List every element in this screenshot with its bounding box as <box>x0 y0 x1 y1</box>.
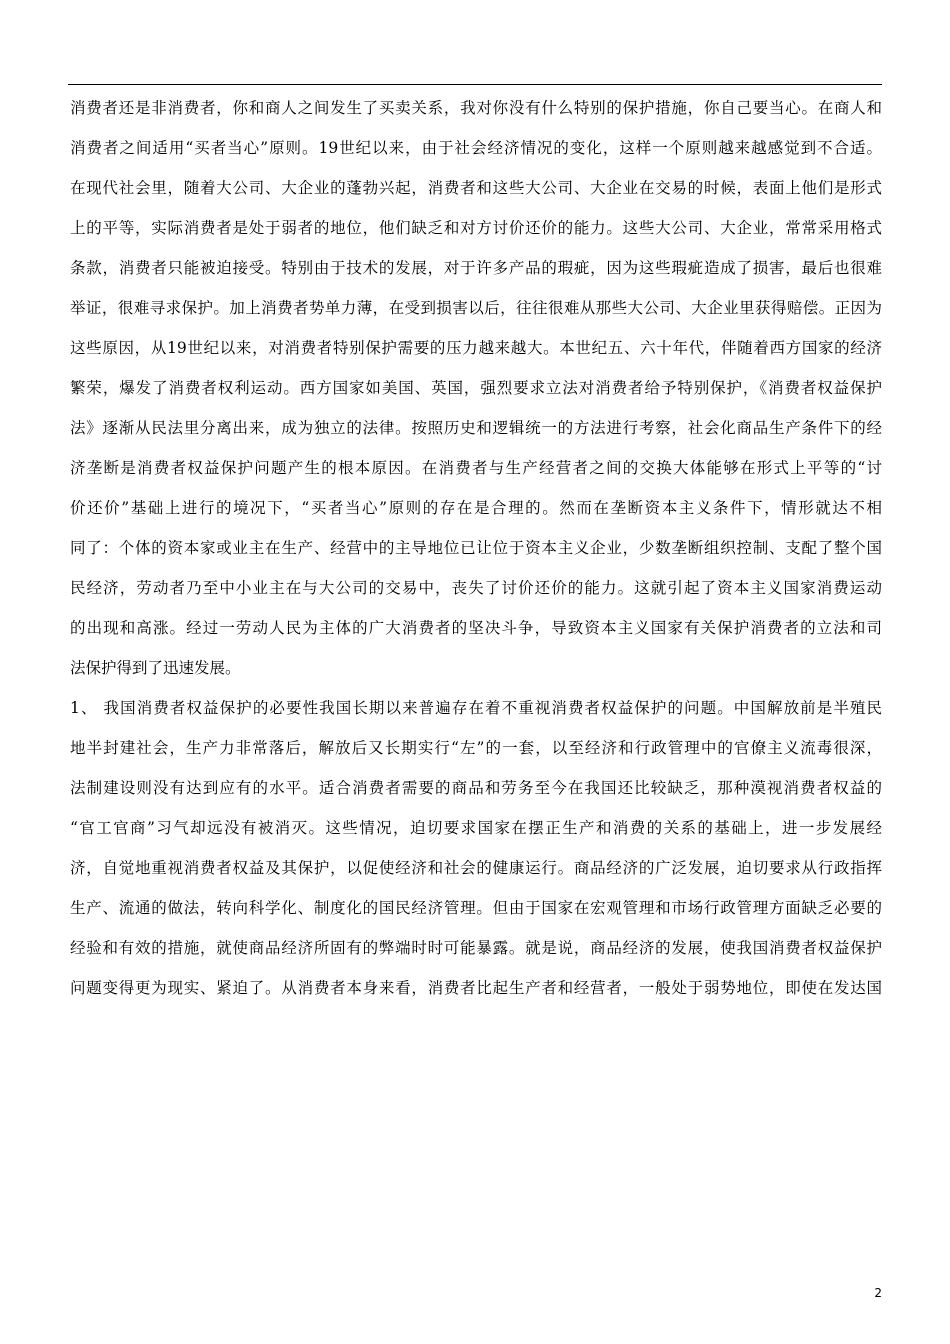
text-line: 地半封建社会，生产力非常落后，解放后又长期实行“左”的一套，以至经济和行政管理中的官僚主义流毒很深， <box>70 739 882 757</box>
header-rule <box>68 84 882 85</box>
text-line: 1、 我国消费者权益保护的必要性我国长期以来普遍存在着不重视消费者权益保护的问题。中国解放前是半殖民 <box>70 699 882 717</box>
document-body <box>70 88 882 1008</box>
text-line: 的出现和高涨。经过一劳动人民为主体的广大消费者的坚决斗争，导致资本主义国家有关保护消费者的立法和司 <box>70 619 882 637</box>
text-line: 条款，消费者只能被迫接受。特别由于技术的发展，对于许多产品的瑕疵，因为这些瑕疵造成了损害，最后也很难 <box>70 259 882 277</box>
paragraph-1 <box>70 88 882 688</box>
text-line: 上的平等，实际消费者是处于弱者的地位，他们缺乏和对方讨价还价的能力。这些大公司、大企业，常常采用格式 <box>70 219 882 237</box>
page-number: 2 <box>874 1286 882 1300</box>
text-line: 法》逐渐从民法里分离出来，成为独立的法律。按照历史和逻辑统一的方法进行考察，社会化商品生产条件下的经 <box>70 419 882 437</box>
text-line: 价还价”基础上进行的境况下，“买者当心”原则的存在是合理的。然而在垄断资本主义条件下，情形就达不相 <box>70 499 882 517</box>
text-line: “官工官商”习气却远没有被消灭。这些情况，迫切要求国家在摆正生产和消费的关系的基础上，进一步发展经 <box>70 819 882 837</box>
text-line: 生产、流通的做法，转向科学化、制度化的国民经济管理。但由于国家在宏观管理和市场行政管理方面缺乏必要的 <box>70 899 882 917</box>
text-line: 法制建设则没有达到应有的水平。适合消费者需要的商品和劳务至今在我国还比较缺乏，那种漠视消费者权益的 <box>70 779 882 797</box>
text-line: 繁荣，爆发了消费者权利运动。西方国家如美国、英国，强烈要求立法对消费者给予特别保护，《消费者权益保护 <box>70 379 882 397</box>
text-line: 举证，很难寻求保护。加上消费者势单力薄，在受到损害以后，往往很难从那些大公司、大企业里获得赔偿。正因为 <box>70 299 882 317</box>
text-line: 消费者还是非消费者，你和商人之间发生了买卖关系，我对你没有什么特别的保护措施，你自己要当心。在商人和 <box>70 99 882 117</box>
text-line: 法保护得到了迅速发展。 <box>70 659 241 677</box>
text-line: 在现代社会里，随着大公司、大企业的蓬勃兴起，消费者和这些大公司、大企业在交易的时候，表面上他们是形式 <box>70 179 882 197</box>
text-line: 济，自觉地重视消费者权益及其保护，以促使经济和社会的健康运行。商品经济的广泛发展，迫切要求从行政指挥 <box>70 859 882 877</box>
paragraph-2 <box>70 688 882 1008</box>
text-line: 民经济，劳动者乃至中小业主在与大公司的交易中，丧失了讨价还价的能力。这就引起了资本主义国家消费运动 <box>70 579 882 597</box>
text-line: 济垄断是消费者权益保护问题产生的根本原因。在消费者与生产经营者之间的交换大体能够在形式上平等的“讨 <box>70 459 882 477</box>
text-line: 问题变得更为现实、紧迫了。从消费者本身来看，消费者比起生产者和经营者，一般处于弱势地位，即使在发达国 <box>70 979 882 997</box>
text-line: 同了：个体的资本家或业主在生产、经营中的主导地位已让位于资本主义企业，少数垄断组织控制、支配了整个国 <box>70 539 882 557</box>
text-line: 这些原因，从19世纪以来，对消费者特别保护需要的压力越来越大。本世纪五、六十年代，伴随着西方国家的经济 <box>70 339 882 357</box>
text-line: 消费者之间适用“买者当心”原则。19世纪以来，由于社会经济情况的变化，这样一个原则越来越感觉到不合适。 <box>70 139 882 157</box>
text-line: 经验和有效的措施，就使商品经济所固有的弊端时时可能暴露。就是说，商品经济的发展，使我国消费者权益保护 <box>70 939 882 957</box>
